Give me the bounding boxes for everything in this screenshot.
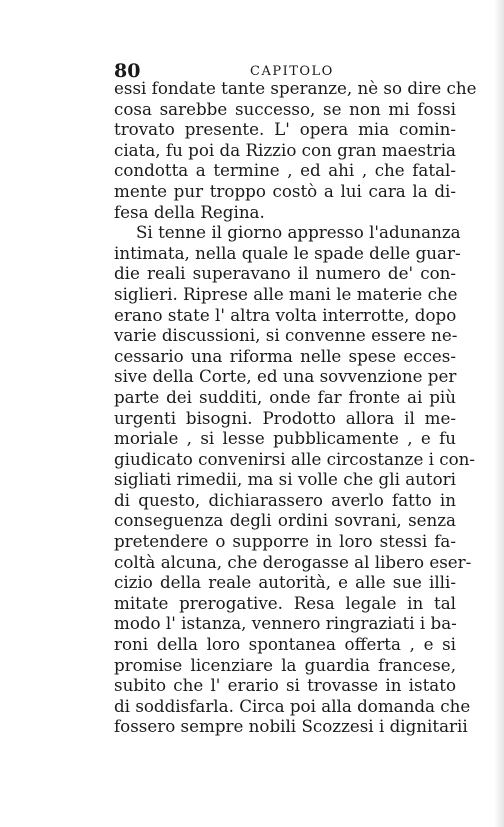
text-line: coltà alcuna, che derogasse al libero eser- [114,551,472,572]
text-line: mitate prerogative. Resa legale in tal [114,592,456,613]
text-line: subito che l' erario si trovasse in istato [114,675,456,696]
text-line: modo l' istanza, vennero ringraziati i ba- [114,613,457,634]
text-line: fossero sempre nobili Scozzesi i dignitarii [114,716,468,737]
text-line: mente pur troppo costò a lui cara la di- [114,180,456,201]
text-line: di soddisfarla. Circa poi alla domanda che [114,695,471,716]
text-line: cosa sarebbe successo, se non mi fossi [114,98,456,119]
body-text [114,78,477,737]
text-line: cizio della reale autorità, e alle sue illi- [114,572,456,593]
text-line: erano state l' altra volta interrotte, dopo [114,304,457,325]
text-line: cessario una riforma nelle spese ecces- [114,345,456,366]
text-line: trovato presente. L' opera mia comin- [114,119,456,140]
text-line: urgenti bisogni. Prodotto allora il me- [114,407,456,428]
text-line: conseguenza degli ordini sovrani, senza [114,510,456,531]
text-line: die reali superavano il numero de' con- [114,263,456,284]
text-line: parte dei sudditi, onde far fronte ai più [114,386,456,407]
text-line: moriale , si lesse pubblicamente , e fu [114,428,456,449]
text-line: di questo, dichiarassero averlo fatto in [114,489,456,510]
text-line: promise licenziare la guardia francese, [114,654,456,675]
page-edge-shadow [494,0,504,827]
text-line: condotta a termine , ed ahi , che fatal- [114,160,456,181]
text-line: roni della loro spontanea offerta , e si [114,634,456,655]
text-line: ciata, fu poi da Rizzio con gran maestria [114,139,456,160]
text-line: essi fondate tante speranze, nè so dire che [114,78,477,98]
text-line: sigliati rimedii, ma si volle che gli autori [114,469,456,490]
text-line: intimata, nella quale le spade delle guar- [114,242,461,263]
paragraph-start-line: Si tenne il giorno appresso l'adunanza [136,222,461,243]
text-line: giudicato convenirsi alle circostanze i con- [114,448,476,469]
text-line: fesa della Regina. [114,201,265,222]
page-number: 80 [114,60,141,82]
text-line: siglieri. Riprese alle mani le materie che [114,283,458,304]
text-line: varie discussioni, si convenne essere ne- [114,325,458,346]
text-line: sive della Corte, ed una sovvenzione per [114,366,457,387]
running-head: CAPITOLO [250,64,334,79]
text-line: pretendere o supporre in loro stessi fa- [114,531,456,552]
